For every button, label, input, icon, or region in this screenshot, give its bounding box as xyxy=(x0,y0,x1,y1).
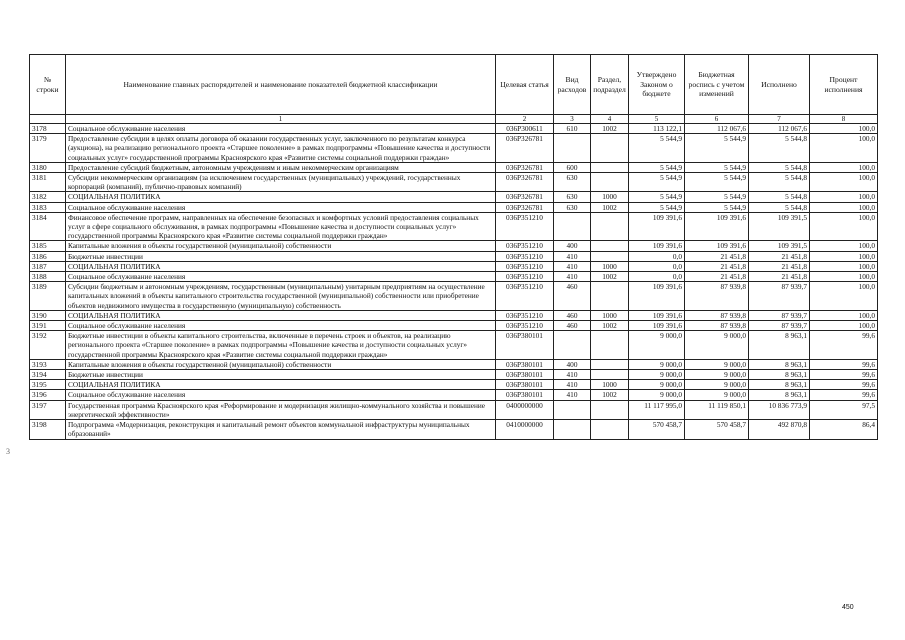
approved-amount: 11 117 995,0 xyxy=(629,400,685,419)
expense-type xyxy=(554,400,591,419)
budget-amount: 570 458,7 xyxy=(685,420,749,439)
column-number: 7 xyxy=(749,115,810,124)
row-name: Социальное обслуживание населения xyxy=(66,321,496,331)
execution-percent: 99,6 xyxy=(810,390,878,400)
approved-amount: 0,0 xyxy=(629,272,685,282)
row-number: 3186 xyxy=(30,251,66,261)
execution-percent: 100,0 xyxy=(810,162,878,172)
budget-amount: 5 544,9 xyxy=(685,134,749,163)
row-name: СОЦИАЛЬНАЯ ПОЛИТИКА xyxy=(66,310,496,320)
budget-amount: 109 391,6 xyxy=(685,241,749,251)
header-percent: Процент исполнения xyxy=(810,55,878,115)
budget-amount: 9 000,0 xyxy=(685,380,749,390)
execution-percent: 99,6 xyxy=(810,370,878,380)
column-number: 8 xyxy=(810,115,878,124)
executed-amount: 5 544,8 xyxy=(749,173,810,192)
execution-percent: 100,0 xyxy=(810,310,878,320)
section-code xyxy=(591,370,629,380)
table-row xyxy=(30,241,878,251)
approved-amount: 9 000,0 xyxy=(629,380,685,390)
table-row xyxy=(30,173,878,192)
column-number: 3 xyxy=(554,115,591,124)
budget-amount: 5 544,9 xyxy=(685,173,749,192)
target-article: 036P380101 xyxy=(496,390,554,400)
executed-amount: 5 544,8 xyxy=(749,134,810,163)
expense-type: 410 xyxy=(554,261,591,271)
column-number: 6 xyxy=(685,115,749,124)
budget-execution-table xyxy=(29,54,878,440)
target-article: 036P380101 xyxy=(496,359,554,369)
row-number: 3180 xyxy=(30,162,66,172)
expense-type xyxy=(554,331,591,360)
budget-amount: 21 451,8 xyxy=(685,251,749,261)
approved-amount: 5 544,9 xyxy=(629,202,685,212)
row-name: Бюджетные инвестиции xyxy=(66,251,496,261)
table-row xyxy=(30,261,878,271)
expense-type: 460 xyxy=(554,282,591,311)
table-row xyxy=(30,192,878,202)
table-row xyxy=(30,331,878,360)
section-code xyxy=(591,420,629,439)
executed-amount: 21 451,8 xyxy=(749,272,810,282)
execution-percent: 100,0 xyxy=(810,134,878,163)
execution-percent: 100,0 xyxy=(810,261,878,271)
row-name: Капитальные вложения в объекты государственной (муниципальной) собственности xyxy=(66,359,496,369)
expense-type: 600 xyxy=(554,162,591,172)
row-number: 3194 xyxy=(30,370,66,380)
row-number: 3192 xyxy=(30,331,66,360)
row-number: 3181 xyxy=(30,173,66,192)
approved-amount: 0,0 xyxy=(629,261,685,271)
section-code xyxy=(591,173,629,192)
section-code xyxy=(591,241,629,251)
execution-percent: 100,0 xyxy=(810,192,878,202)
budget-amount: 21 451,8 xyxy=(685,272,749,282)
row-number: 3188 xyxy=(30,272,66,282)
row-name: Бюджетные инвестиции xyxy=(66,370,496,380)
expense-type: 460 xyxy=(554,310,591,320)
approved-amount: 9 000,0 xyxy=(629,359,685,369)
table-row xyxy=(30,370,878,380)
section-code: 1000 xyxy=(591,261,629,271)
column-number-row xyxy=(30,115,878,124)
row-name: Бюджетные инвестиции в объекты капитального строительства, включенные в перечень строек и объектов, на реализацию регионального проекта «Старшее поколение» в рамках подпрограммы «Повышение качества и доступности социальных услуг» государственной программы Красноярского края «Развитие системы социальной поддержки граждан» xyxy=(66,331,496,360)
table-row xyxy=(30,400,878,419)
budget-amount: 5 544,9 xyxy=(685,202,749,212)
approved-amount: 109 391,6 xyxy=(629,241,685,251)
expense-type: 400 xyxy=(554,359,591,369)
approved-amount: 5 544,9 xyxy=(629,192,685,202)
target-article: 036P351210 xyxy=(496,282,554,311)
execution-percent: 86,4 xyxy=(810,420,878,439)
row-name: Государственная программа Красноярского края «Реформирование и модернизация жилищно-коммунального хозяйства и повышение энергетической эффективности» xyxy=(66,400,496,419)
executed-amount: 492 870,8 xyxy=(749,420,810,439)
row-name: Социальное обслуживание населения xyxy=(66,124,496,134)
row-name: Финансовое обеспечение программ, направленных на обеспечение безопасных и комфортных условий предоставления социальных услуг в сфере социального обслуживания, в рамках подпрограммы «Повышение качества и доступности социальных услуг» государственной программы Красноярского края «Развитие системы социальной поддержки граждан» xyxy=(66,212,496,241)
approved-amount: 570 458,7 xyxy=(629,420,685,439)
row-name: СОЦИАЛЬНАЯ ПОЛИТИКА xyxy=(66,261,496,271)
executed-amount: 87 939,7 xyxy=(749,282,810,311)
section-code: 1002 xyxy=(591,321,629,331)
executed-amount: 8 963,1 xyxy=(749,390,810,400)
expense-type: 630 xyxy=(554,202,591,212)
execution-percent: 100,0 xyxy=(810,202,878,212)
executed-amount: 5 544,8 xyxy=(749,202,810,212)
table-row xyxy=(30,380,878,390)
budget-amount: 87 939,8 xyxy=(685,282,749,311)
target-article: 036P326781 xyxy=(496,202,554,212)
table-row xyxy=(30,134,878,163)
section-code xyxy=(591,400,629,419)
target-article: 036P326781 xyxy=(496,134,554,163)
executed-amount: 8 963,1 xyxy=(749,370,810,380)
section-code xyxy=(591,134,629,163)
budget-amount: 5 544,9 xyxy=(685,162,749,172)
budget-amount: 11 119 850,1 xyxy=(685,400,749,419)
execution-percent: 99,6 xyxy=(810,331,878,360)
target-article: 036P326781 xyxy=(496,192,554,202)
expense-type xyxy=(554,134,591,163)
table-row xyxy=(30,321,878,331)
target-article: 0410000000 xyxy=(496,420,554,439)
budget-amount: 9 000,0 xyxy=(685,359,749,369)
budget-amount: 9 000,0 xyxy=(685,390,749,400)
section-code: 1000 xyxy=(591,192,629,202)
header-target-article: Целевая статья xyxy=(496,55,554,115)
table-row xyxy=(30,124,878,134)
execution-percent: 99,6 xyxy=(810,380,878,390)
expense-type: 400 xyxy=(554,241,591,251)
row-name: Субсидии бюджетным и автономным учреждениям, государственным (муниципальным) унитарным предприятиям на осуществление капитальных вложений в объекты капитального строительства государственной (муниципальной) собственности или приобретение объектов недвижимого имущества в государственную (муниципальную) собственность xyxy=(66,282,496,311)
execution-percent: 100,0 xyxy=(810,212,878,241)
budget-amount: 109 391,6 xyxy=(685,212,749,241)
expense-type: 610 xyxy=(554,124,591,134)
row-name: СОЦИАЛЬНАЯ ПОЛИТИКА xyxy=(66,380,496,390)
section-code: 1002 xyxy=(591,390,629,400)
table-row xyxy=(30,202,878,212)
approved-amount: 9 000,0 xyxy=(629,390,685,400)
section-code xyxy=(591,162,629,172)
table-row xyxy=(30,420,878,439)
column-number: 4 xyxy=(591,115,629,124)
expense-type: 410 xyxy=(554,380,591,390)
row-name: Подпрограмма «Модернизация, реконструкция и капитальный ремонт объектов коммунальной инфраструктуры муниципальных образований» xyxy=(66,420,496,439)
expense-type: 460 xyxy=(554,321,591,331)
expense-type: 410 xyxy=(554,370,591,380)
approved-amount: 9 000,0 xyxy=(629,331,685,360)
budget-amount: 9 000,0 xyxy=(685,370,749,380)
page-number: 450 xyxy=(842,604,854,611)
target-article: 036P380101 xyxy=(496,331,554,360)
target-article: 036P300611 xyxy=(496,124,554,134)
row-number: 3190 xyxy=(30,310,66,320)
table-row xyxy=(30,212,878,241)
column-number: 5 xyxy=(629,115,685,124)
section-code xyxy=(591,359,629,369)
target-article: 036P351210 xyxy=(496,261,554,271)
budget-amount: 112 067,6 xyxy=(685,124,749,134)
budget-amount: 9 000,0 xyxy=(685,331,749,360)
table-row xyxy=(30,282,878,311)
expense-type: 630 xyxy=(554,192,591,202)
header-section: Раздел, подраздел xyxy=(591,55,629,115)
approved-amount: 5 544,9 xyxy=(629,162,685,172)
budget-amount: 87 939,8 xyxy=(685,321,749,331)
row-number: 3183 xyxy=(30,202,66,212)
expense-type: 410 xyxy=(554,272,591,282)
expense-type xyxy=(554,212,591,241)
approved-amount: 109 391,6 xyxy=(629,282,685,311)
expense-type: 630 xyxy=(554,173,591,192)
row-name: Социальное обслуживание населения xyxy=(66,202,496,212)
row-name: Социальное обслуживание населения xyxy=(66,272,496,282)
execution-percent: 100,0 xyxy=(810,321,878,331)
execution-percent: 99,6 xyxy=(810,359,878,369)
executed-amount: 21 451,8 xyxy=(749,261,810,271)
approved-amount: 109 391,6 xyxy=(629,310,685,320)
table-row xyxy=(30,272,878,282)
target-article: 036P351210 xyxy=(496,241,554,251)
table-row xyxy=(30,251,878,261)
executed-amount: 109 391,5 xyxy=(749,241,810,251)
row-number: 3182 xyxy=(30,192,66,202)
approved-amount: 5 544,9 xyxy=(629,134,685,163)
execution-percent: 100,0 xyxy=(810,251,878,261)
execution-percent: 100,0 xyxy=(810,272,878,282)
executed-amount: 8 963,1 xyxy=(749,331,810,360)
expense-type: 410 xyxy=(554,390,591,400)
expense-type xyxy=(554,420,591,439)
approved-amount: 109 391,6 xyxy=(629,212,685,241)
table-row xyxy=(30,359,878,369)
target-article: 036P351210 xyxy=(496,251,554,261)
margin-mark: 3 xyxy=(6,447,10,456)
target-article: 0400000000 xyxy=(496,400,554,419)
row-name: Субсидии некоммерческим организациям (за исключением государственных (муниципальных) учреждений, государственных корпораций (компаний), публично-правовых компаний) xyxy=(66,173,496,192)
header-budget-list: Бюджетная роспись с учетом изменений xyxy=(685,55,749,115)
row-number: 3197 xyxy=(30,400,66,419)
row-number: 3178 xyxy=(30,124,66,134)
executed-amount: 8 963,1 xyxy=(749,359,810,369)
executed-amount: 87 939,7 xyxy=(749,321,810,331)
row-name: СОЦИАЛЬНАЯ ПОЛИТИКА xyxy=(66,192,496,202)
expense-type: 410 xyxy=(554,251,591,261)
target-article: 036P380101 xyxy=(496,380,554,390)
executed-amount: 109 391,5 xyxy=(749,212,810,241)
row-number: 3198 xyxy=(30,420,66,439)
row-number: 3193 xyxy=(30,359,66,369)
target-article: 036P351210 xyxy=(496,310,554,320)
section-code: 1002 xyxy=(591,272,629,282)
target-article: 036P326781 xyxy=(496,173,554,192)
approved-amount: 113 122,1 xyxy=(629,124,685,134)
approved-amount: 0,0 xyxy=(629,251,685,261)
header-executed: Исполнено xyxy=(749,55,810,115)
section-code xyxy=(591,212,629,241)
row-number: 3195 xyxy=(30,380,66,390)
execution-percent: 97,5 xyxy=(810,400,878,419)
approved-amount: 109 391,6 xyxy=(629,321,685,331)
row-number: 3184 xyxy=(30,212,66,241)
execution-percent: 100,0 xyxy=(810,241,878,251)
approved-amount: 9 000,0 xyxy=(629,370,685,380)
header-row-number: № строки xyxy=(30,55,66,115)
section-code xyxy=(591,251,629,261)
target-article: 036P351210 xyxy=(496,272,554,282)
executed-amount: 10 836 773,9 xyxy=(749,400,810,419)
row-number: 3179 xyxy=(30,134,66,163)
executed-amount: 5 544,8 xyxy=(749,162,810,172)
section-code: 1000 xyxy=(591,310,629,320)
execution-percent: 100,0 xyxy=(810,282,878,311)
target-article: 036P380101 xyxy=(496,370,554,380)
column-number: 2 xyxy=(496,115,554,124)
row-number: 3187 xyxy=(30,261,66,271)
row-name: Капитальные вложения в объекты государственной (муниципальной) собственности xyxy=(66,241,496,251)
executed-amount: 21 451,8 xyxy=(749,251,810,261)
table-row xyxy=(30,390,878,400)
row-name: Социальное обслуживание населения xyxy=(66,390,496,400)
row-name: Предоставление субсидии в целях оплаты договора об оказании государственных услуг, заключенного по результатам конкурса (аукциона), на реализацию регионального проекта «Старшее поколение» в рамках подпрограммы «Повышение качества и доступности социальных услуг» государственной программы Красноярского края «Развитие системы социальной поддержки граждан» xyxy=(66,134,496,163)
execution-percent: 100,0 xyxy=(810,124,878,134)
section-code xyxy=(591,282,629,311)
section-code xyxy=(591,331,629,360)
header-name: Наименование главных распорядителей и наименование показателей бюджетной классификации xyxy=(66,55,496,115)
row-name: Предоставление субсидий бюджетным, автономным учреждениям и иным некоммерческим организациям xyxy=(66,162,496,172)
section-code: 1002 xyxy=(591,124,629,134)
target-article: 036P351210 xyxy=(496,212,554,241)
executed-amount: 87 939,7 xyxy=(749,310,810,320)
table-row xyxy=(30,162,878,172)
row-number: 3185 xyxy=(30,241,66,251)
executed-amount: 112 067,6 xyxy=(749,124,810,134)
budget-amount: 87 939,8 xyxy=(685,310,749,320)
row-number: 3191 xyxy=(30,321,66,331)
row-number: 3189 xyxy=(30,282,66,311)
approved-amount: 5 544,9 xyxy=(629,173,685,192)
section-code: 1002 xyxy=(591,202,629,212)
column-number xyxy=(30,115,66,124)
section-code: 1000 xyxy=(591,380,629,390)
column-number: 1 xyxy=(66,115,496,124)
table-row xyxy=(30,310,878,320)
header-expense-type: Вид расходов xyxy=(554,55,591,115)
executed-amount: 8 963,1 xyxy=(749,380,810,390)
execution-percent: 100,0 xyxy=(810,173,878,192)
budget-amount: 21 451,8 xyxy=(685,261,749,271)
header-row xyxy=(30,55,878,115)
row-number: 3196 xyxy=(30,390,66,400)
target-article: 036P351210 xyxy=(496,321,554,331)
target-article: 036P326781 xyxy=(496,162,554,172)
header-approved: Утверждено Законом о бюджете xyxy=(629,55,685,115)
budget-amount: 5 544,9 xyxy=(685,192,749,202)
executed-amount: 5 544,8 xyxy=(749,192,810,202)
